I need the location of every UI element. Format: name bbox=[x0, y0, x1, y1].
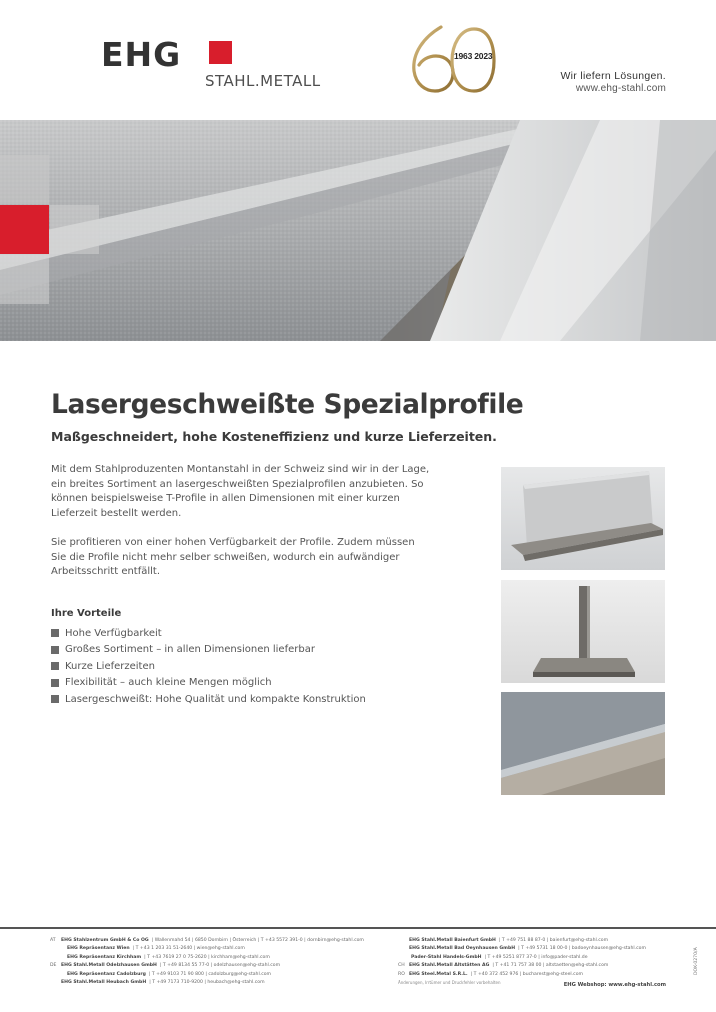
location-name: EHG Repräsentanz Cadolzburg bbox=[67, 971, 146, 977]
footer-address-row bbox=[398, 945, 646, 953]
intro-paragraph: Mit dem Stahlproduzenten Montanstahl in der Schweiz sind wir in der Lage, ein breites Sortiment an lasergeschweißten Spezialprofilen anzubieten. So können beispielsweise T-Profile in allen Dimensionen mit einer kurzen Lieferzeit bestellt werden. bbox=[51, 464, 430, 519]
square-bullet-icon bbox=[51, 695, 59, 703]
logo-subtitle: STAHL.METALL bbox=[205, 72, 321, 90]
location-info: | T +49 5251 877 37-0 | info@pader-stahl.de bbox=[484, 954, 588, 960]
footer-locations-right bbox=[398, 937, 646, 987]
hero-image bbox=[0, 120, 716, 341]
product-photo-t-profile-side bbox=[501, 467, 665, 570]
location-info: | T +49 9103 71 90 800 | cadolzburg@ehg-stahl.com bbox=[148, 971, 272, 977]
square-bullet-icon bbox=[51, 646, 59, 654]
benefit-text: Lasergeschweißt: Hohe Qualität und kompakte Konstruktion bbox=[65, 693, 366, 705]
country-code bbox=[398, 945, 409, 953]
footer-address-row bbox=[398, 971, 646, 979]
document-code: DOK-0270/A bbox=[694, 947, 699, 975]
footer-address-row bbox=[50, 971, 364, 979]
anniversary-years: 1963 2023 bbox=[454, 51, 493, 61]
page-title: Lasergeschweißte Spezialprofile bbox=[51, 389, 524, 420]
tile-grey bbox=[0, 255, 49, 304]
steel-profile-photo bbox=[0, 120, 716, 341]
page-subtitle: Maßgeschneidert, hohe Kosteneffizienz und kurze Lieferzeiten. bbox=[51, 429, 497, 444]
benefits-list bbox=[51, 625, 366, 708]
location-info: | T +49 5731 18 00-0 | badoeynhausen@ehg-stahl.com bbox=[518, 946, 646, 952]
footer-address-row bbox=[50, 954, 364, 962]
benefit-text: Kurze Lieferzeiten bbox=[65, 660, 155, 672]
footer-address-row bbox=[50, 945, 364, 953]
country-code: DE bbox=[50, 963, 57, 969]
webshop-link[interactable]: EHG Webshop: www.ehg-stahl.com bbox=[563, 982, 666, 988]
footer-address-row bbox=[398, 962, 646, 970]
location-name: Pader-Stahl Handels-GmbH bbox=[411, 954, 482, 960]
location-info: | T +41 71 757 38 00 | altstaetten@ehg-stahl.com bbox=[492, 963, 609, 969]
country-code bbox=[50, 954, 61, 962]
list-item bbox=[51, 625, 366, 642]
product-photo-t-profile-front bbox=[501, 580, 665, 683]
country-code: AT bbox=[50, 938, 56, 943]
benefit-text: Flexibilität – auch kleine Mengen möglich bbox=[65, 677, 272, 689]
country-code bbox=[398, 937, 409, 945]
country-code bbox=[50, 979, 61, 987]
country-code: RO bbox=[398, 971, 405, 977]
location-name: EHG Stahl.Metall Altstätten AG bbox=[409, 963, 490, 969]
location-name: EHG Stahl.Metall Baienfurt GmbH bbox=[409, 938, 496, 943]
square-bullet-icon bbox=[51, 679, 59, 687]
square-bullet-icon bbox=[51, 662, 59, 670]
location-name: EHG Stahl.Metall Bad Oeynhausen GmbH bbox=[409, 946, 516, 952]
footer-address-row bbox=[50, 979, 364, 987]
footer-address-row bbox=[50, 937, 364, 945]
logo-text: EHG bbox=[101, 35, 182, 74]
location-info: | Wallenmahd 54 | 6850 Dornbirn | Österreich | T +43 5572 391-0 | dornbirn@ehg-stahl.com bbox=[151, 938, 364, 943]
slogan: Wir liefern Lösungen. bbox=[560, 70, 666, 82]
location-name: EHG Repräsentanz Wien bbox=[67, 946, 130, 952]
benefit-paragraph: Sie profitieren von einer hohen Verfügbarkeit der Profile. Zudem müssen Sie die Profile nicht mehr selber schweißen, wodurch ein aufwändiger Arbeitsschritt entfällt. bbox=[51, 537, 415, 577]
logo-red-square bbox=[209, 41, 232, 64]
tile-grey bbox=[0, 155, 49, 204]
website-link[interactable]: www.ehg-stahl.com bbox=[575, 83, 666, 94]
location-info: | T +49 751 88 87-0 | baienfurt@ehg-stahl.com bbox=[498, 938, 609, 943]
decorative-tiles bbox=[0, 155, 100, 305]
country-code bbox=[398, 954, 409, 962]
location-info: | T +49 8134 55 77-0 | odelzhausen@ehg-stahl.com bbox=[159, 963, 281, 969]
product-photo-weld-detail bbox=[501, 692, 665, 795]
benefit-text: Großes Sortiment – in allen Dimensionen lieferbar bbox=[65, 644, 315, 656]
list-item bbox=[51, 658, 366, 675]
location-name: EHG Steel.Metal S.R.L. bbox=[409, 971, 468, 977]
tile-red bbox=[0, 205, 49, 254]
square-bullet-icon bbox=[51, 629, 59, 637]
list-item bbox=[51, 675, 366, 692]
tile-grey bbox=[50, 205, 99, 254]
footer-locations-left bbox=[50, 937, 364, 987]
benefits-heading: Ihre Vorteile bbox=[51, 608, 122, 619]
location-info: | T +43 1 203 31 51-2640 | wien@ehg-stahl.com bbox=[132, 946, 245, 952]
benefit-text: Hohe Verfügbarkeit bbox=[65, 627, 162, 639]
list-item bbox=[51, 691, 366, 708]
footer-disclaimer: Änderungen, Irrtümer und Druckfehler vorbehalten bbox=[398, 980, 501, 986]
slogan-block bbox=[560, 70, 666, 94]
country-code: CH bbox=[398, 963, 405, 969]
location-info: | T +43 7619 27 0 75-2620 | kirchham@ehg-stahl.com bbox=[144, 954, 270, 960]
location-name: EHG Stahlzentrum GmbH & Co OG bbox=[61, 938, 149, 943]
footer-address-row bbox=[398, 954, 646, 962]
list-item bbox=[51, 642, 366, 659]
location-info: | T +49 7173 710-9200 | heubach@ehg-stahl.com bbox=[149, 980, 265, 986]
anniversary-badge bbox=[408, 23, 500, 95]
country-code bbox=[50, 945, 61, 953]
location-info: | T +40 372 452 976 | bucharest@ehg-steel.com bbox=[470, 971, 583, 977]
company-logo bbox=[101, 35, 351, 92]
location-name: EHG Repräsentanz Kirchham bbox=[67, 954, 142, 960]
footer-address-row bbox=[398, 937, 646, 945]
footer-address-row bbox=[50, 962, 364, 970]
location-name: EHG Stahl.Metall Odelzhausen GmbH bbox=[61, 963, 157, 969]
country-code bbox=[50, 971, 61, 979]
location-name: EHG Stahl.Metall Heubach GmbH bbox=[61, 980, 147, 986]
footer-divider bbox=[0, 927, 716, 929]
